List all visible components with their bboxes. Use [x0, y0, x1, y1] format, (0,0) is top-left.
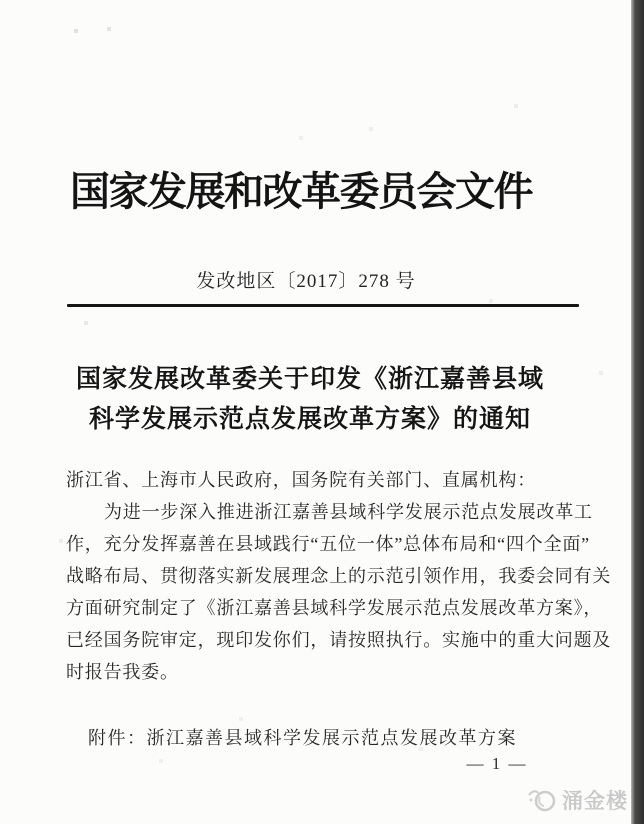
document-number: 发改地区〔2017〕278 号 — [196, 271, 416, 292]
watermark-label: 涌金楼 — [562, 789, 628, 813]
notice-title-line1: 国家发展改革委关于印发《浙江嘉善县域 — [75, 366, 544, 393]
notice-title-line2: 科学发展示范点发展改革方案》的通知 — [88, 406, 531, 433]
header-divider — [67, 304, 579, 307]
scan-noise — [0, 0, 2, 2]
salutation-line: 浙江省、上海市人民政府，国务院有关部门、直属机构： — [66, 470, 536, 490]
attachment-line: 附件：浙江嘉善县域科学发展示范点发展改革方案 — [88, 728, 517, 748]
letterhead-title: 国家发展和改革委员会文件 — [70, 169, 532, 214]
notice-title — [30, 360, 590, 440]
body-line: 战略布局、贯彻落实新发展理念上的示范引领作用，我委会同有关 — [66, 566, 612, 586]
body-line: 已经国务院审定，现印发你们，请按照执行。实施中的重大问题及 — [66, 630, 612, 650]
body-line: 为进一步深入推进浙江嘉善县域科学发展示范点发展改革工 — [104, 502, 593, 522]
body-line: 作，充分发挥嘉善在县域践行“五位一体”总体布局和“四个全面” — [66, 534, 590, 554]
document-body — [66, 464, 612, 688]
watermark — [527, 785, 628, 815]
page-number: — 1 — — [466, 754, 528, 773]
scan-edge-strip — [631, 0, 644, 824]
body-line: 方面研究制定了《浙江嘉善县域科学发展示范点发展改革方案》， — [66, 598, 603, 618]
yongjinlou-logo-icon — [527, 787, 557, 813]
body-line: 时报告我委。 — [66, 662, 179, 682]
